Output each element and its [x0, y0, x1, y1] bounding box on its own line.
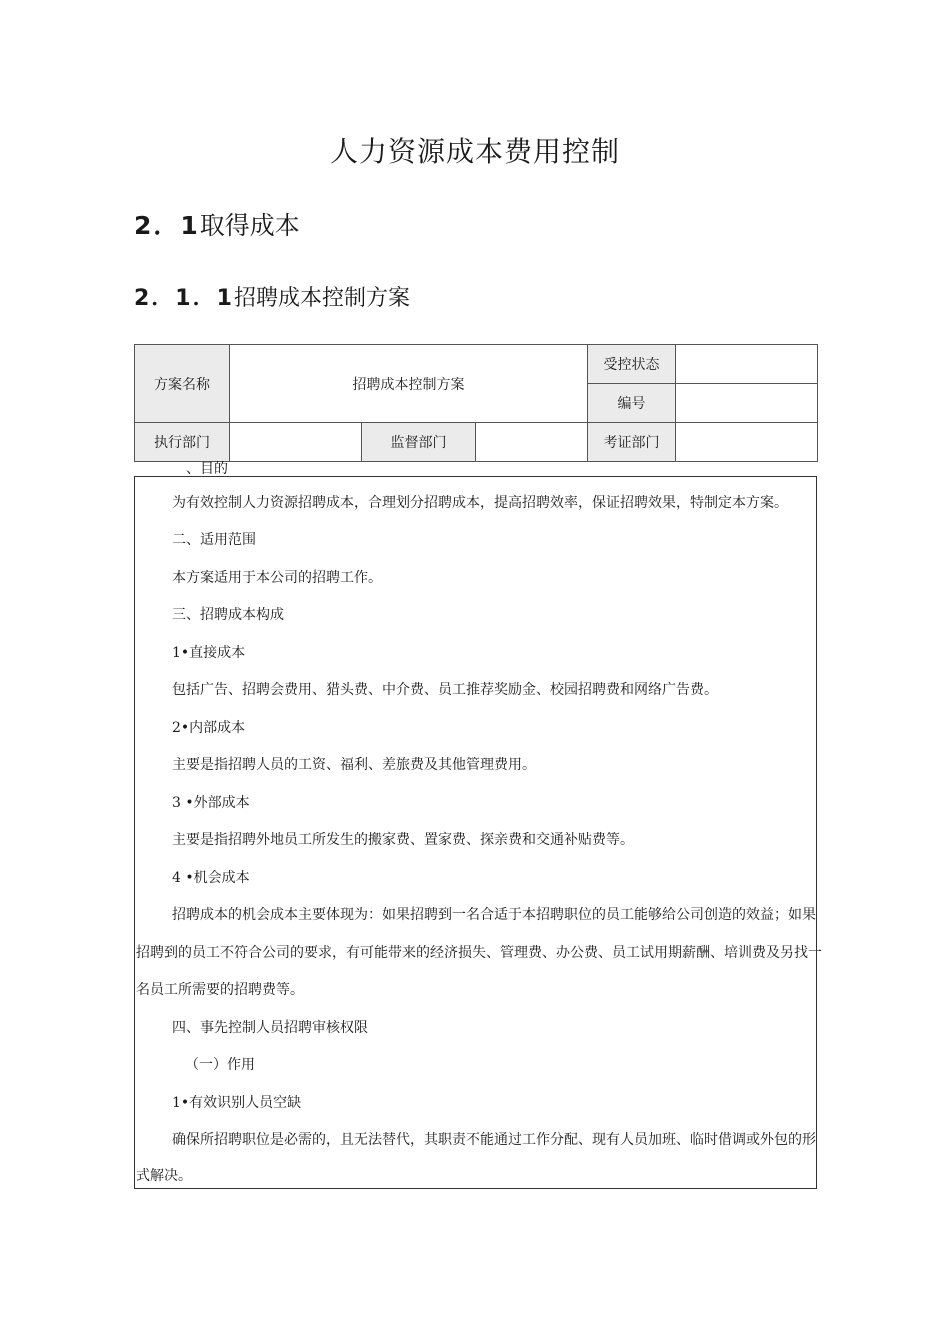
content-line: 1•有效识别人员空缺 — [172, 1095, 302, 1111]
content-line: 二、适用范围 — [172, 532, 256, 548]
content-line: 本方案适用于本公司的招聘工作。 — [172, 570, 382, 586]
content-line: 四、事先控制人员招聘审核权限 — [172, 1020, 368, 1036]
section-number: 2．1 — [134, 211, 200, 240]
document-title: 人力资源成本费用控制 — [329, 135, 620, 168]
supervise-dept-label: 监督部门 — [362, 423, 476, 462]
supervise-dept-value — [476, 423, 588, 462]
subsection-number: 2．1．1 — [134, 286, 234, 311]
section-heading — [134, 206, 300, 242]
plan-name-value: 招聘成本控制方案 — [230, 345, 588, 423]
code-value — [676, 384, 818, 423]
control-status-label: 受控状态 — [588, 345, 676, 384]
content-line: 3 •外部成本 — [172, 795, 250, 811]
exec-dept-value — [230, 423, 362, 462]
subsection-heading — [134, 281, 410, 312]
code-label: 编号 — [588, 384, 676, 423]
exec-dept-label: 执行部门 — [135, 423, 230, 462]
content-line: 2•内部成本 — [172, 720, 246, 736]
content-line: 1•直接成本 — [172, 645, 246, 661]
content-line: 名员工所需要的招聘费等。 — [136, 982, 304, 998]
content-line: 主要是指招聘外地员工所发生的搬家费、置家费、探亲费和交通补贴费等。 — [172, 832, 634, 848]
content-line: 为有效控制人力资源招聘成本，合理划分招聘成本，提高招聘效率，保证招聘效果，特制定本方案。 — [172, 495, 788, 511]
content-line: 4 •机会成本 — [172, 870, 250, 886]
audit-dept-value — [676, 423, 818, 462]
plan-info-table — [134, 344, 818, 462]
content-line: （一）作用 — [185, 1057, 255, 1073]
section-text: 取得成本 — [199, 211, 300, 240]
subsection-text: 招聘成本控制方案 — [233, 286, 410, 311]
content-line: 式解决。 — [136, 1168, 192, 1184]
content-line: 主要是指招聘人员的工资、福利、差旅费及其他管理费用。 — [172, 757, 536, 773]
content-line: 包括广告、招聘会费用、猎头费、中介费、员工推荐奖励金、校园招聘费和网络广告费。 — [172, 682, 718, 698]
content-line: 三、招聘成本构成 — [172, 607, 284, 623]
content-line: 招聘到的员工不符合公司的要求，有可能带来的经济损失、管理费、办公费、员工试用期薪酬、培训费及另找一 — [136, 945, 822, 961]
plan-name-label: 方案名称 — [135, 345, 230, 423]
content-line: 招聘成本的机会成本主要体现为：如果招聘到一名合适于本招聘职位的员工能够给公司创造的效益；如果 — [172, 907, 816, 923]
content-line: 确保所招聘职位是必需的，且无法替代，其职责不能通过工作分配、现有人员加班、临时借调或外包的形 — [172, 1132, 816, 1148]
plan-content-box — [134, 476, 822, 1189]
audit-dept-label: 考证部门 — [588, 423, 676, 462]
purpose-heading: 、目的 — [186, 461, 228, 477]
control-status-value — [676, 345, 818, 384]
